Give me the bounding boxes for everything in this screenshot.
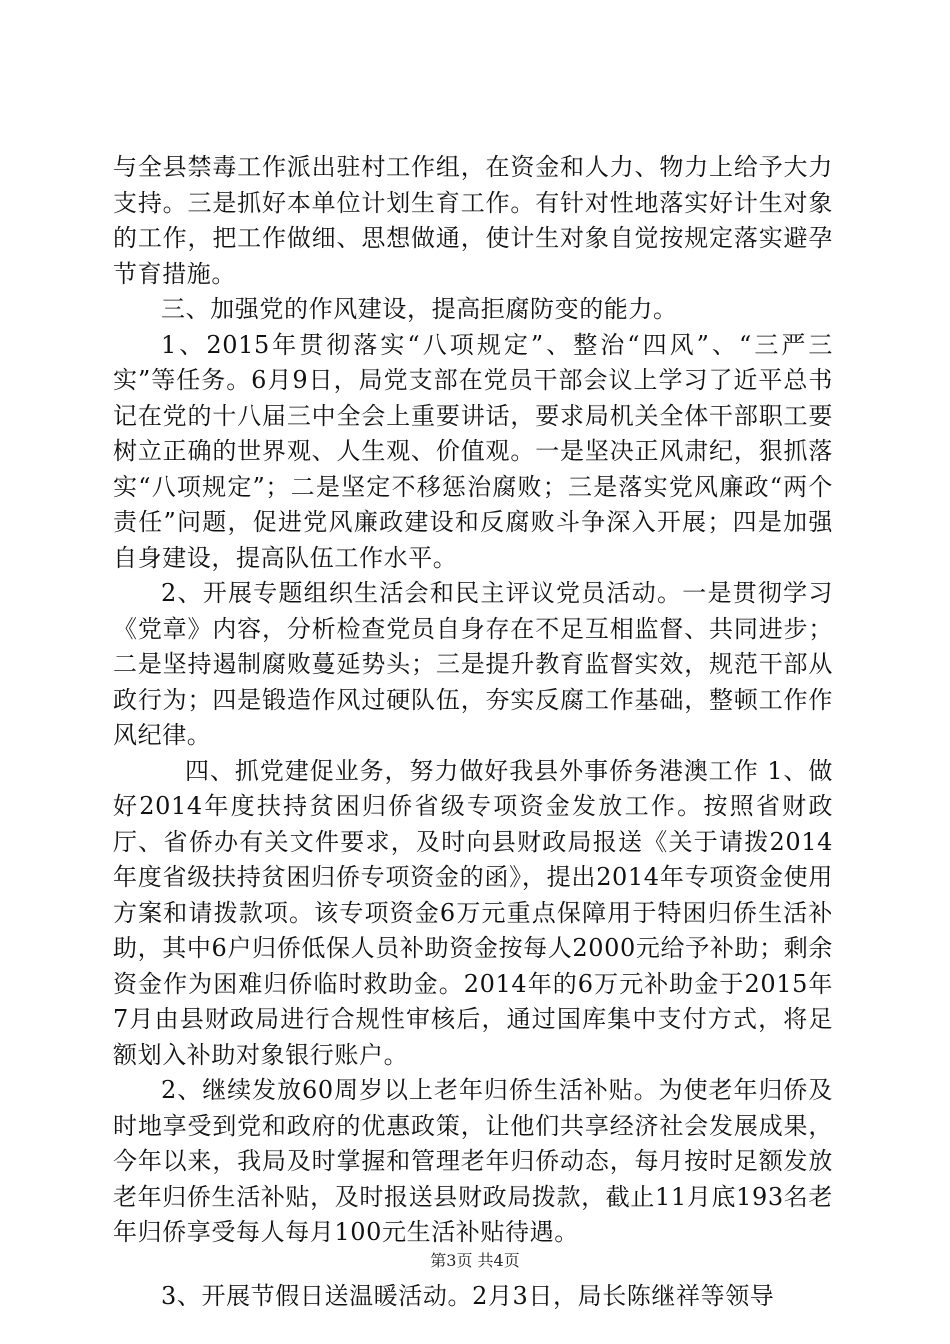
paragraph-holiday-activity: 3、开展节假日送温暖活动。2月3日，局长陈继祥等领导 <box>161 1281 775 1310</box>
document-body <box>113 150 833 1314</box>
paragraph-continuation: 与全县禁毒工作派出驻村工作组，在资金和人力、物力上给予大力支持。三是抓好本单位计划生育工作。有针对性地落实好计生对象的工作，把工作做细、思想做通，使计生对象自觉按规定落实避孕节育措施。 <box>113 153 833 288</box>
paragraph-item-2: 2、开展专题组织生活会和民主评议党员活动。一是贯彻学习《党章》内容，分析检查党员自身存在不足互相监督、共同进步；二是坚持遏制腐败蔓延势头；三是提升教育监督实效，规范干部从政行为；四是锻造作风过硬队伍，夯实反腐工作基础，整顿工作作风纪律。 <box>113 579 833 749</box>
paragraph-item-1: 1、2015年贯彻落实“八项规定”、整治“四风”、“三严三实”等任务。6月9日，局党支部在党员干部会议上学习了近平总书记在党的十八届三中全会上重要讲话，要求局机关全体干部职工要树立正确的世界观、人生观、价值观。一是坚决正风肃纪，狠抓落实“八项规定”；二是坚定不移惩治腐败；三是落实党风廉政“两个责任”问题，促进党风廉政建设和反腐败斗争深入开展；四是加强自身建设，提高队伍工作水平。 <box>113 330 833 572</box>
section-heading-4: 四、抓党建促业务，努力做好我县外事侨务港澳工作 1、做好2014年度扶持贫困归侨省级专项资金发放工作。按照省财政厅、省侨办有关文件要求，及时向县财政局报送《关于请拨2014年度省级扶持贫困归侨专项资金的函》，提出2014年专项资金使用方案和请拨款项。该专项资金6万元重点保障用于特困归侨生活补助，其中6户归侨低保人员补助资金按每人2000元给予补助；剩余资金作为困难归侨临时救助金。2014年的6万元补助金于2015年7月由县财政局进行合规性审核后，通过国库集中支付方式，将足额划入补助对象银行账户。 <box>113 756 833 1069</box>
section-heading-3: 三、加强党的作风建设，提高拒腐防变的能力。 <box>161 295 678 323</box>
paragraph-retiree-subsidy: 2、继续发放60周岁以上老年归侨生活补贴。为使老年归侨及时地享受到党和政府的优惠政策，让他们共享经济社会发展成果，今年以来，我局及时掌握和管理老年归侨动态，每月按时足额发放老年归侨生活补贴，及时报送县财政局拨款，截止11月底193名老年归侨享受每人每月100元生活补贴待遇。 <box>113 1076 833 1246</box>
page-number: 第3页 共4页 <box>430 1251 520 1270</box>
